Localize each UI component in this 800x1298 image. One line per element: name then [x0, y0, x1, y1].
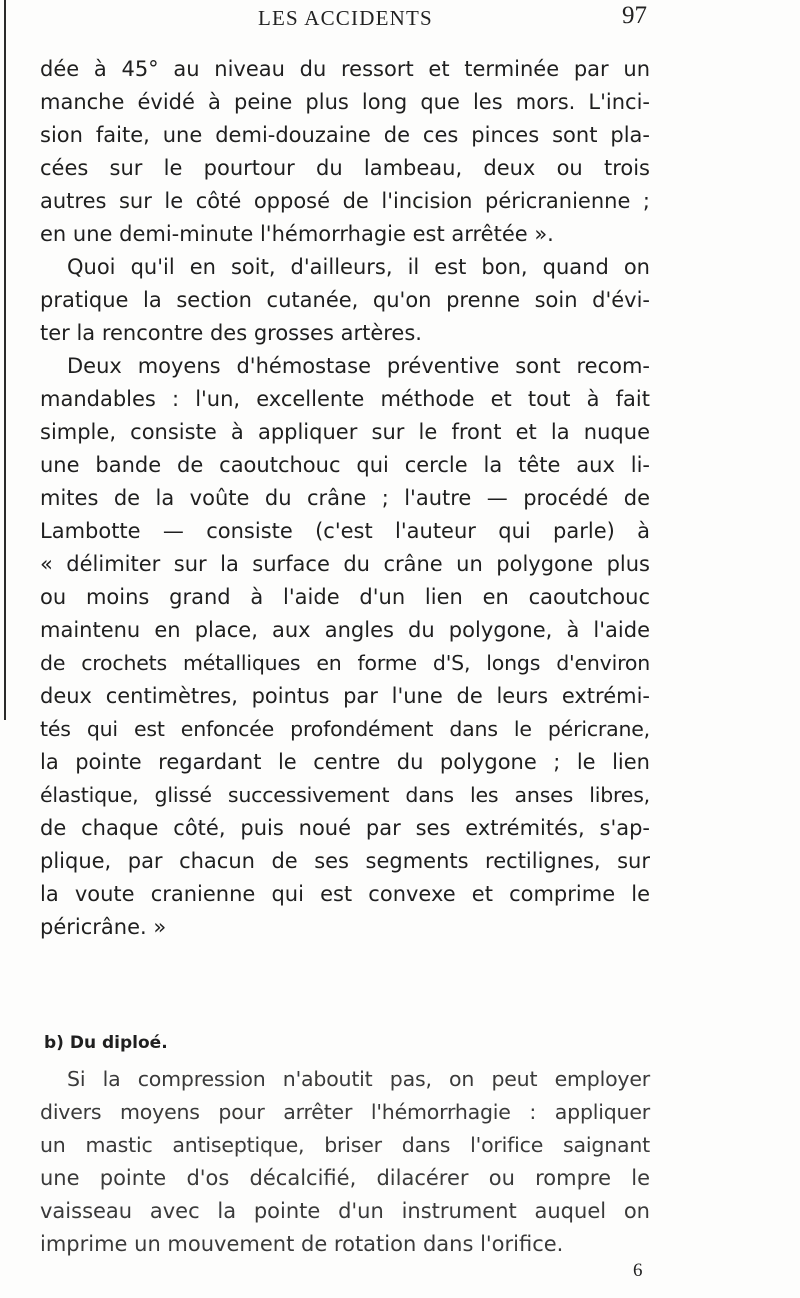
section-subheading: b) Du diploé. — [44, 1033, 168, 1053]
text-line: ter la rencontre des grosses artères. — [40, 321, 422, 345]
text-line: tés qui est enfoncée profondément dans le péricrane, — [40, 717, 650, 741]
text-line: divers moyens pour arrêter l'hémorrhagie : appliquer — [40, 1100, 650, 1124]
text-line: péricrâne. » — [40, 915, 167, 939]
signature-mark: 6 — [633, 1260, 643, 1281]
text-line: un mastic antiseptique, briser dans l'orifice saignant — [40, 1133, 650, 1157]
text-line: Quoi qu'il en soit, d'ailleurs, il est bon, quand on — [67, 255, 650, 279]
text-line: pratique la section cutanée, qu'on prenne soin d'évi- — [40, 288, 650, 312]
text-line: élastique, glissé successivement dans les anses libres, — [40, 783, 650, 807]
text-line: mandables : l'un, excellente méthode et tout à fait — [40, 387, 650, 411]
text-line: cées sur le pourtour du lambeau, deux ou trois — [40, 156, 650, 180]
text-line: une pointe d'os décalcifié, dilacérer ou rompre le — [40, 1166, 650, 1190]
text-line: ou moins grand à l'aide d'un lien en caoutchouc — [40, 585, 650, 609]
text-line: autres sur le côté opposé de l'incision péricranienne ; — [40, 189, 650, 213]
text-line: de chaque côté, puis noué par ses extrémités, s'ap- — [40, 816, 650, 840]
text-line: une bande de caoutchouc qui cercle la tête aux li- — [40, 453, 650, 477]
text-line: mites de la voûte du crâne ; l'autre — procédé de — [40, 486, 650, 510]
text-line: imprime un mouvement de rotation dans l'orifice. — [40, 1232, 564, 1256]
text-line: manche évidé à peine plus long que les mors. L'inci- — [40, 90, 650, 114]
text-line: maintenu en place, aux angles du polygone, à l'aide — [40, 618, 650, 642]
text-line: Lambotte — consiste (c'est l'auteur qui parle) à — [40, 519, 650, 543]
text-line: Si la compression n'aboutit pas, on peut employer — [67, 1067, 650, 1091]
text-line: Deux moyens d'hémostase préventive sont recom- — [67, 354, 650, 378]
text-line: dée à 45° au niveau du ressort et terminée par un — [40, 57, 650, 81]
text-line: sion faite, une demi-douzaine de ces pinces sont pla- — [40, 123, 650, 147]
page-number: 97 — [622, 2, 647, 29]
text-line: la pointe regardant le centre du polygone ; le lien — [40, 750, 650, 774]
text-line: plique, par chacun de ses segments rectilignes, sur — [40, 849, 650, 873]
text-line: la voute cranienne qui est convexe et comprime le — [40, 882, 650, 906]
text-line: deux centimètres, pointus par l'une de leurs extrémi- — [40, 684, 650, 708]
running-head: LES ACCIDENTS — [258, 6, 433, 30]
text-line: vaisseau avec la pointe d'un instrument auquel on — [40, 1199, 650, 1223]
text-line: « délimiter sur la surface du crâne un polygone plus — [40, 552, 650, 576]
page-edge-shadow — [4, 0, 6, 720]
text-line: en une demi-minute l'hémorrhagie est arrêtée ». — [40, 222, 554, 246]
text-line: simple, consiste à appliquer sur le front et la nuque — [40, 420, 650, 444]
text-line: de crochets métalliques en forme d'S, longs d'environ — [40, 651, 650, 675]
